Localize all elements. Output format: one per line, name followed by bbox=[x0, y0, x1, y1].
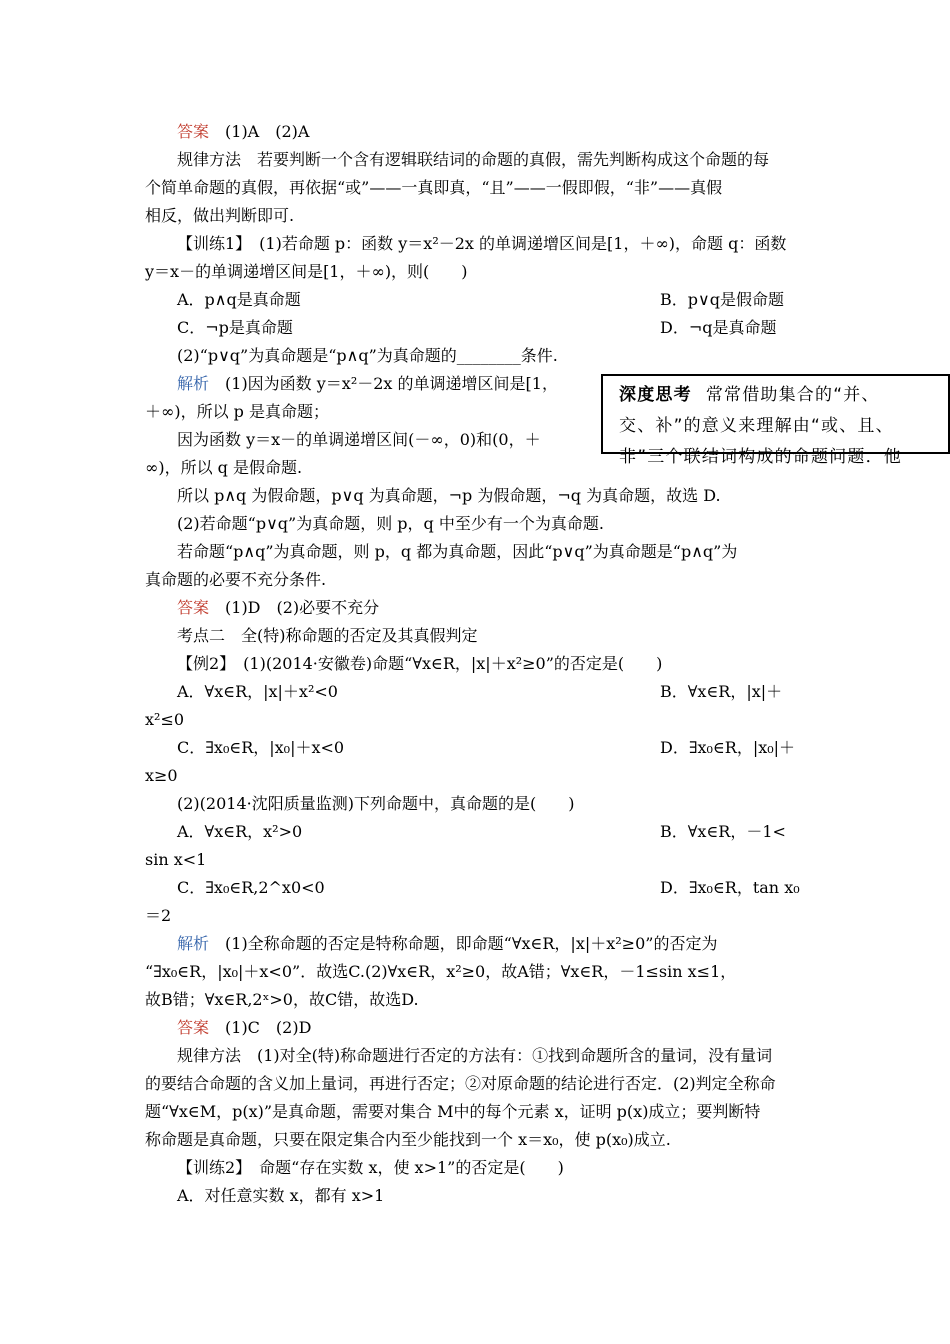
section-label: 答案 bbox=[177, 598, 210, 617]
line-text: 真命题的必要不充分条件. bbox=[145, 570, 327, 589]
option-text-right: D．∃x₀∈R，tan x₀ bbox=[660, 878, 800, 897]
section-label: 答案 bbox=[177, 1018, 210, 1037]
text-line-opt2d2 bbox=[145, 762, 805, 790]
line-text: 考点二 全(特)称命题的否定及其真假判定 bbox=[177, 626, 478, 645]
line-text: (1)A (2)A bbox=[209, 122, 310, 141]
line-text: “∃x₀∈R，|x₀|＋x<0”．故选C.(2)∀x∈R，x²≥0，故A错；∀x∈R，－1≤sin x≤1， bbox=[145, 962, 737, 981]
line-text: 【例2】 (1)(2014·安徽卷)命题“∀x∈R，|x|＋x²≥0”的否定是( ) bbox=[177, 654, 663, 673]
line-text: 题“∀x∈M，p(x)”是真命题，需要对集合 M中的每个元素 x，证明 p(x)成立；要判断特 bbox=[145, 1102, 761, 1121]
text-line-ex2a bbox=[177, 1154, 837, 1182]
text-line-li2b bbox=[177, 790, 837, 818]
text-line-ex1a bbox=[177, 230, 837, 258]
text-line-ans3 bbox=[177, 1014, 837, 1042]
line-text: y＝x－的单调递增区间是[1，＋∞)，则( ) bbox=[145, 262, 468, 281]
line-text: (2)(2014·沈阳质量监测)下列命题中，真命题的是( ) bbox=[177, 794, 575, 813]
option-text-right: D．∃x₀∈R，|x₀|＋ bbox=[660, 738, 796, 757]
line-text: 称命题是真命题，只要在限定集合内至少能找到一个 x＝x₀，使 p(x₀)成立. bbox=[145, 1130, 671, 1149]
text-line-law1a bbox=[177, 146, 837, 174]
text-line-ex2b bbox=[177, 1182, 837, 1210]
line-text: 【训练1】 (1)若命题 p：函数 y＝x²－2x 的单调递增区间是[1，＋∞)，命题 q：函数 bbox=[177, 234, 787, 253]
text-line-ex1c bbox=[177, 342, 837, 370]
line-text: 的要结合命题的含义加上量词，再进行否定；②对原命题的结论进行否定．(2)判定全称命 bbox=[145, 1074, 776, 1093]
line-text: 个简单命题的真假，再依据“或”——一真即真，“且”——一假即假，“非”——真假 bbox=[145, 178, 723, 197]
text-line-kd2 bbox=[177, 622, 837, 650]
line-text: ＝2 bbox=[145, 906, 172, 925]
box-text-line1: 常常借助集合的“并、 bbox=[705, 385, 880, 405]
option-text-right: B．∀x∈R，|x|＋ bbox=[660, 682, 783, 701]
text-line-sol2a bbox=[177, 930, 837, 958]
line-text: (1)D (2)必要不充分 bbox=[209, 598, 380, 617]
text-line-sol1h bbox=[145, 566, 805, 594]
box-text-line2: 交、补”的意义来理解由“或、且、 bbox=[619, 416, 894, 436]
text-line-sol2c bbox=[145, 986, 805, 1014]
line-text: 【训练2】 命题“存在实数 x，使 x>1”的否定是( ) bbox=[177, 1158, 564, 1177]
line-text: 若命题“p∧q”为真命题，则 p，q 都为真命题，因此“p∨q”为真命题是“p∧q”为 bbox=[177, 542, 738, 561]
section-label: 解析 bbox=[177, 374, 210, 393]
box-text-line3: 非”三个联结词构成的命题问题．他 bbox=[619, 447, 903, 467]
line-text: (1)C (2)D bbox=[209, 1018, 312, 1037]
line-text: C．∃x₀∈R，|x₀|＋x<0 bbox=[177, 738, 345, 757]
text-line-law1c bbox=[145, 202, 805, 230]
line-text: C．¬p是真命题 bbox=[177, 318, 293, 337]
line-text: ＋∞)，所以 p 是真命题； bbox=[145, 402, 329, 421]
text-line-opt2b2 bbox=[145, 706, 805, 734]
text-line-sol1f bbox=[177, 510, 837, 538]
line-text: x²≤0 bbox=[145, 710, 185, 729]
line-text: (2)“p∨q”为真命题是“p∧q”为真命题的________条件. bbox=[177, 346, 558, 365]
line-text: (2)若命题“p∨q”为真命题，则 p，q 中至少有一个为真命题. bbox=[177, 514, 604, 533]
line-text: C．∃x₀∈R,2^x0<0 bbox=[177, 878, 325, 897]
section-label: 解析 bbox=[177, 934, 210, 953]
text-line-sol1g bbox=[177, 538, 837, 566]
line-text: A．对任意实数 x，都有 x>1 bbox=[177, 1186, 385, 1205]
text-line-opt1ab bbox=[177, 286, 837, 314]
line-text: sin x<1 bbox=[145, 850, 207, 869]
text-line-opt1cd bbox=[177, 314, 837, 342]
text-line-opt3d2 bbox=[145, 902, 805, 930]
option-text-right: B．p∨q是假命题 bbox=[660, 290, 784, 309]
text-line-law2c bbox=[145, 1098, 805, 1126]
text-line-law2d bbox=[145, 1126, 805, 1154]
line-text: A．∀x∈R，x²>0 bbox=[177, 822, 303, 841]
text-line-ex1b bbox=[145, 258, 805, 286]
text-line-opt2cd bbox=[177, 734, 837, 762]
text-line-law2a bbox=[177, 1042, 837, 1070]
line-text: 相反，做出判断即可. bbox=[145, 206, 295, 225]
text-line-law1b bbox=[145, 174, 805, 202]
line-text: 所以 p∧q 为假命题，p∨q 为真命题，¬p 为假命题，¬q 为真命题，故选 D. bbox=[177, 486, 721, 505]
box-title: 深度思考 bbox=[619, 385, 692, 405]
text-line-opt3b2 bbox=[145, 846, 805, 874]
line-text: 故B错；∀x∈R,2ˣ>0，故C错，故选D. bbox=[145, 990, 419, 1009]
text-line-li2a bbox=[177, 650, 837, 678]
line-text: 因为函数 y＝x－的单调递增区间(－∞，0)和(0，＋ bbox=[177, 430, 541, 449]
line-text: 规律方法 (1)对全(特)称命题进行否定的方法有：①找到命题所含的量词，没有量词 bbox=[177, 1046, 773, 1065]
line-text: ∞)，所以 q 是假命题. bbox=[145, 458, 303, 477]
text-line-law2b bbox=[145, 1070, 805, 1098]
text-line-opt3ab bbox=[177, 818, 837, 846]
text-line-ans1 bbox=[177, 118, 837, 146]
option-text-right: D．¬q是真命题 bbox=[660, 318, 777, 337]
line-text: A．∀x∈R，|x|＋x²<0 bbox=[177, 682, 338, 701]
line-text: (1)全称命题的否定是特称命题，即命题“∀x∈R，|x|＋x²≥0”的否定为 bbox=[209, 934, 718, 953]
line-text: 规律方法 若要判断一个含有逻辑联结词的命题的真假，需先判断构成这个命题的每 bbox=[177, 150, 770, 169]
option-text-right: B．∀x∈R，－1< bbox=[660, 822, 786, 841]
line-text: x≥0 bbox=[145, 766, 178, 785]
section-label: 答案 bbox=[177, 122, 210, 141]
text-line-sol1e bbox=[177, 482, 837, 510]
line-text: A．p∧q是真命题 bbox=[177, 290, 301, 309]
text-line-sol2b bbox=[145, 958, 805, 986]
text-line-opt2ab bbox=[177, 678, 837, 706]
text-line-ans2 bbox=[177, 594, 837, 622]
deep-thinking-box bbox=[601, 374, 950, 467]
text-line-opt3cd bbox=[177, 874, 837, 902]
line-text: (1)因为函数 y＝x²－2x 的单调递增区间是[1， bbox=[209, 374, 558, 393]
